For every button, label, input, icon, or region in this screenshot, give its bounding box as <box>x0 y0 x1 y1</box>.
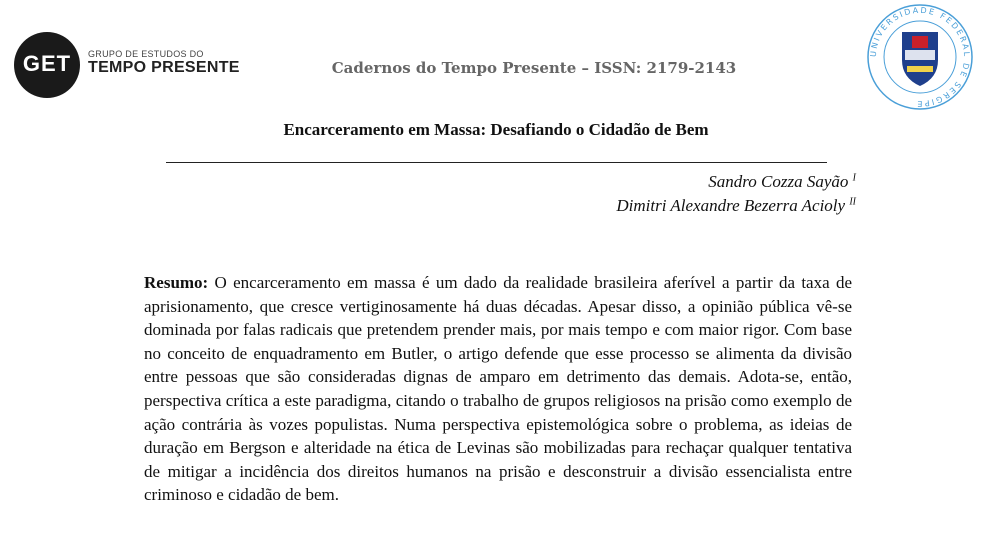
seal-text: UNIVERSIDADE FEDERAL DE SERGIPE <box>868 5 972 109</box>
logo-group-title: TEMPO PRESENTE <box>88 59 240 76</box>
university-seal-icon <box>865 2 975 112</box>
author-1 <box>708 172 856 192</box>
journal-header: Cadernos do Tempo Presente – ISSN: 2179-2143 <box>331 59 737 77</box>
logo-group-name: GRUPO DE ESTUDOS DO <box>88 49 204 59</box>
abstract-label: Resumo: <box>144 273 209 292</box>
logo-badge-text: GET <box>22 51 72 76</box>
title-divider <box>166 162 827 163</box>
author-2 <box>616 196 856 216</box>
abstract-text: O encarceramento em massa é um dado da realidade brasileira aferível a partir da taxa de aprisionamento, que cresce vertiginosamente há duas décadas. Apesar disso, a opinião pública vê-se dominada por falas radicais que pretendem prender mais, por mais tempo e com maior rigor. Com base no conceito de enquadramento em Butler, o artigo defende que esse processo se alimenta da divisão entre pessoas que são consideradas dignas de amparo em detrimento das demais. Adota-se, então, perspectiva crítica a este paradigma, citando o trabalho de grupos religiosos na prisão como exemplo de ação contrária às vozes populistas. Numa perspectiva epistemológica sobre o problema, as ideias de duração em Bergson e alteridade na ética de Levinas são mobilizadas para rechaçar qualquer tentativa de mitigar a incidência dos direitos humanos na prisão e desconstruir a divisão essencialista entre criminoso e cidadão de bem. <box>144 273 852 505</box>
author-2-mark: II <box>849 196 856 208</box>
article-title: Encarceramento em Massa: Desafiando o Cidadão de Bem <box>283 120 709 139</box>
author-2-name: Dimitri Alexandre Bezerra Acioly <box>616 196 846 215</box>
author-1-name: Sandro Cozza Sayão <box>708 172 849 191</box>
abstract <box>144 271 852 507</box>
author-1-mark: I <box>852 172 856 184</box>
